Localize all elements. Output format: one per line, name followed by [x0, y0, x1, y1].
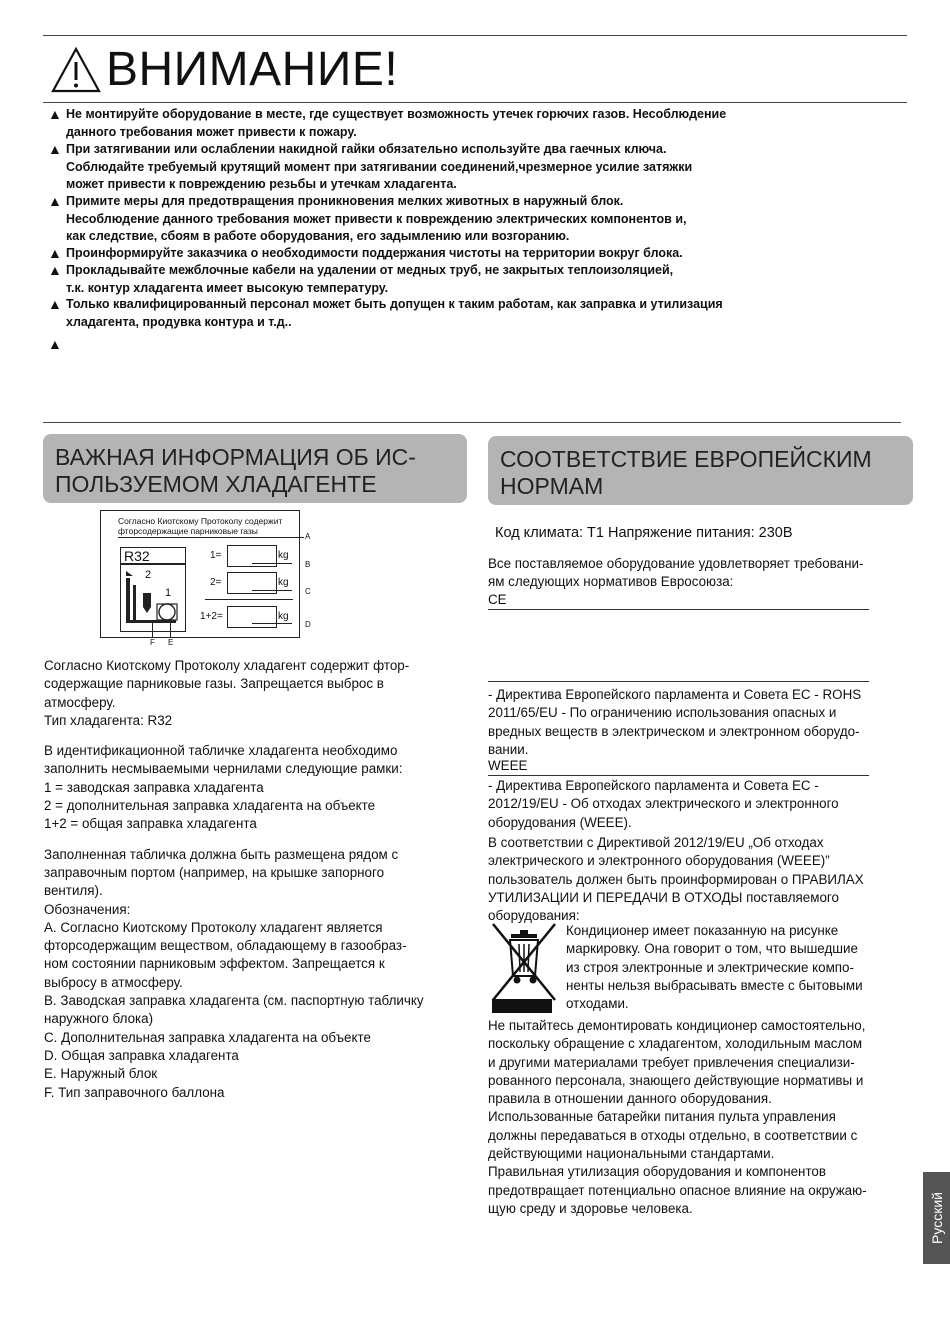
text-line: D. Общая заправка хладагента: [44, 1047, 239, 1063]
crossed-out-bin-icon: [489, 920, 561, 1016]
warning-bullet-icon: ▲: [48, 336, 62, 352]
callout-e: E: [168, 638, 174, 647]
text-line: маркировку. Она говорит о том, что вышедшие: [566, 941, 858, 957]
label-caption-line-1: Согласно Киотскому Протоколу содержит: [118, 516, 283, 526]
weee-heading: [488, 757, 869, 776]
warning-bullet-icon: ▲: [48, 193, 62, 209]
text-line: пользователь должен быть проинформирован о ПРАВИЛАХ: [488, 871, 864, 887]
warning-item: [48, 245, 868, 263]
refrigerant-label-diagram: [100, 510, 325, 648]
rohs-text: [488, 686, 908, 759]
sum-rule: [205, 599, 293, 600]
text-line: Кондиционер имеет показанную на рисунке: [566, 923, 839, 938]
text-line: УТИЛИЗАЦИИ И ПЕРЕДАЧИ В ОТХОДЫ поставляемого: [488, 889, 839, 905]
refrigerant-heading-line-2: ПОЛЬЗУЕМОМ ХЛАДАГЕНТЕ: [55, 471, 377, 497]
warning-item-line: Несоблюдение данного требования может привести к повреждению электрических компонентов и,: [66, 211, 687, 226]
warning-item-line: хладагента, продувка контура и т.д..: [66, 314, 292, 329]
language-tab-label: Русский: [928, 1192, 945, 1244]
warning-item-line: как следствие, сбоям в работе оборудования, его задымлению или возгоранию.: [66, 229, 570, 244]
weee-label: WEEE: [488, 757, 869, 776]
callout-e-line: [170, 620, 171, 638]
text-line: оборудования:: [488, 908, 580, 924]
text-line: рованного персонала, знающего действующие нормативы и: [488, 1072, 864, 1088]
text-line: выбросу в атмосферу.: [44, 974, 183, 990]
caption-underline: [118, 537, 304, 538]
row1-label: 1=: [210, 550, 222, 561]
text-line: 2 = дополнительная заправка хладагента на объекте: [44, 798, 376, 814]
text-line: - Директива Европейского парламента и Совета ЕС -: [488, 778, 819, 793]
warning-item-line: т.к. контур хладагента имеет высокую температуру.: [66, 280, 389, 295]
ce-end-rule: [488, 681, 869, 682]
text-line: Обозначения:: [44, 901, 131, 917]
text-line: Не пытайтесь демонтировать кондиционер самостоятельно,: [488, 1018, 866, 1033]
callout-b: B: [305, 560, 311, 569]
text-line: C. Дополнительная заправка хладагента на объекте: [44, 1029, 371, 1045]
row3-unit: kg: [278, 611, 289, 622]
text-line: заправочным портом (например, на крышке запорного: [44, 864, 385, 880]
text-line: Правильная утилизация оборудования и компонентов: [488, 1164, 826, 1180]
text-line: заполнить несмываемыми чернилами следующие рамки:: [44, 761, 403, 777]
text-line: предотвращает потенциально опасное влияние на окружаю-: [488, 1182, 867, 1198]
text-line: - Директива Европейского парламента и Совета ЕС - ROHS: [488, 687, 862, 702]
eu-intro-line-2: ям следующих нормативов Евросоюза:: [488, 574, 734, 590]
text-line: фторсодержащим веществом, обладающему в газообраз-: [44, 938, 407, 954]
warning-item-text: [48, 262, 868, 297]
warning-item: [48, 106, 868, 141]
warning-item-text: [48, 336, 868, 354]
warning-item: [48, 336, 868, 354]
row3-box: [227, 606, 277, 628]
text-line: наружного блока): [44, 1011, 154, 1027]
text-line: E. Наружный блок: [44, 1066, 158, 1082]
warning-item-line: может привести к повреждению резьбы и утечкам хладагента.: [66, 177, 457, 192]
warning-item-line: Только квалифицированный персонал может быть допущен к таким работам, как заправка и утилизация: [66, 297, 723, 311]
text-line: ненты нельзя выбрасывать вместе с бытовыми: [566, 977, 863, 993]
climate-line: Код климата: T1 Напряжение питания: 230В: [495, 525, 793, 541]
text-line: атмосферу.: [44, 694, 116, 710]
weee-directive: [488, 777, 908, 832]
callout-a: A: [305, 532, 311, 541]
label-caption-line-2: фторсодержащие парниковые газы: [118, 526, 258, 536]
text-line: правила в отношении данного оборудования.: [488, 1091, 772, 1107]
warning-item-line: При затягивании или ослаблении накидной гайки обязательно используйте два гаечных ключа.: [66, 142, 667, 156]
warning-item-line: Соблюдайте требуемый крутящий момент при затягивании соединений,чрезмерное усилие затяжки: [66, 159, 693, 174]
text-line: из строя электронные и электрические компо-: [566, 959, 854, 975]
warning-bullet-icon: ▲: [48, 296, 62, 312]
callout-f: F: [150, 638, 155, 647]
text-line: должны передаваться в отходы отдельно, в соответствии с: [488, 1127, 858, 1143]
warning-item: [48, 141, 868, 194]
row3-label: 1+2=: [200, 611, 223, 622]
text-line: F. Тип заправочного баллона: [44, 1084, 225, 1100]
eu-heading-line-2: НОРМАМ: [500, 473, 604, 499]
language-tab: [923, 1172, 950, 1264]
text-line: Использованные батарейки питания пульта управления: [488, 1109, 836, 1125]
bin-text: [566, 922, 911, 1013]
warning-item: [48, 193, 868, 246]
text-line: оборудования (WEEE).: [488, 814, 632, 830]
text-line: вании.: [488, 741, 529, 757]
text-line: В соответствии с Директивой 2012/19/EU „Об отходах: [488, 835, 824, 850]
text-line: щую среду и здоровье человека.: [488, 1200, 693, 1216]
text-line: вредных веществ в электрическом и электронном оборудо-: [488, 723, 860, 739]
text-line: вентиля).: [44, 883, 103, 899]
text-line: Тип хладагента: R32: [44, 712, 173, 728]
label-num-2: 2: [145, 569, 152, 581]
warning-title: ВНИМАНИЕ!: [106, 43, 399, 96]
warning-item: [48, 296, 868, 331]
text-line: ном состоянии парниковым эффектом. Запрещается к: [44, 956, 385, 972]
warning-triangle-icon: [50, 46, 102, 94]
middle-rule: [43, 422, 901, 423]
text-line: электрического и электронного оборудования (WEEE)”: [488, 853, 830, 869]
label-caption: [118, 516, 282, 536]
warning-item-text: [48, 106, 868, 141]
warning-item-text: [48, 141, 868, 194]
text-line: B. Заводская заправка хладагента (см. паспортную табличку: [44, 993, 424, 1009]
warning-rule: [43, 102, 907, 103]
text-line: Заполненная табличка должна быть размещена рядом с: [44, 846, 399, 862]
refrigerant-heading-line-1: ВАЖНАЯ ИНФОРМАЦИЯ ОБ ИС-: [55, 444, 416, 470]
text-line: 2011/65/EU - По ограничению использования опасных и: [488, 705, 837, 721]
row3-underline: [252, 623, 292, 624]
eu-heading-line-1: СООТВЕТСТВИЕ ЕВРОПЕЙСКИМ: [500, 446, 872, 472]
row1-unit: kg: [278, 550, 289, 561]
eu-heading: [488, 436, 913, 505]
warning-item-line: Прокладывайте межблочные кабели на удалении от медных труб, не закрытых теплоизоляцией,: [66, 263, 674, 277]
text-line: Согласно Киотскому Протоколу хладагент содержит фтор-: [44, 658, 410, 673]
refrigerant-name-box: R32: [120, 547, 186, 564]
warning-bullet-icon: ▲: [48, 106, 62, 122]
refrigerant-text: [44, 657, 469, 1102]
callout-d: D: [305, 620, 311, 629]
warning-item-line: Не монтируйте оборудование в месте, где существует возможность утечек горючих газов. Несоблюдение: [66, 107, 727, 121]
row2-unit: kg: [278, 577, 289, 588]
warning-item-line: [66, 336, 868, 354]
warning-item: [48, 262, 868, 297]
text-line: 1+2 = общая заправка хладагента: [44, 816, 257, 832]
text-line: отходами.: [566, 996, 629, 1012]
ce-label: CE: [488, 591, 869, 610]
row2-underline: [252, 590, 292, 591]
row2-label: 2=: [210, 577, 222, 588]
warning-bullet-icon: ▲: [48, 245, 62, 261]
callout-c: C: [305, 587, 311, 596]
eu-intro: [488, 555, 908, 592]
warning-item-text: [48, 245, 868, 263]
text-line: действующими национальными стандартами.: [488, 1146, 775, 1162]
disposal-text: [488, 1017, 908, 1218]
weee-text: [488, 834, 908, 925]
paragraph-gap: [44, 730, 469, 742]
warning-bullet-icon: ▲: [48, 141, 62, 157]
warning-item-line: Примите меры для предотвращения проникновения мелких животных в наружный блок.: [66, 194, 624, 208]
warning-item-line: данного требования может привести к пожару.: [66, 124, 357, 139]
row1-underline: [252, 563, 292, 564]
callout-f-line: [152, 620, 153, 638]
text-line: 1 = заводская заправка хладагента: [44, 779, 264, 795]
label-num-1: 1: [165, 587, 172, 599]
refrigerant-heading: [43, 434, 467, 503]
text-line: A. Согласно Киотскому Протоколу хладагент является: [44, 919, 383, 935]
ce-heading: [488, 591, 869, 610]
warning-bullet-icon: ▲: [48, 262, 62, 278]
text-line: и другими материалами требует привлечения специализи-: [488, 1054, 855, 1070]
eu-intro-line-1: Все поставляемое оборудование удовлетворяет требовани-: [488, 556, 864, 571]
warning-item-line: Проинформируйте заказчика о необходимости поддержания чистоты на территории вокруг блока.: [66, 246, 683, 260]
warning-item-text: [48, 193, 868, 246]
warning-item-text: [48, 296, 868, 331]
text-line: содержащие парниковые газы. Запрещается выброс в: [44, 676, 384, 692]
text-line: В идентификационной табличке хладагента необходимо: [44, 743, 398, 759]
unit-diagram: [120, 564, 186, 632]
paragraph-gap: [44, 834, 469, 846]
text-line: 2012/19/EU - Об отходах электрического и электронного: [488, 796, 839, 812]
unit-cylinder-icon: [121, 565, 185, 631]
text-line: поскольку обращение с хладагентом, холодильным маслом: [488, 1036, 863, 1052]
top-rule: [43, 35, 907, 36]
